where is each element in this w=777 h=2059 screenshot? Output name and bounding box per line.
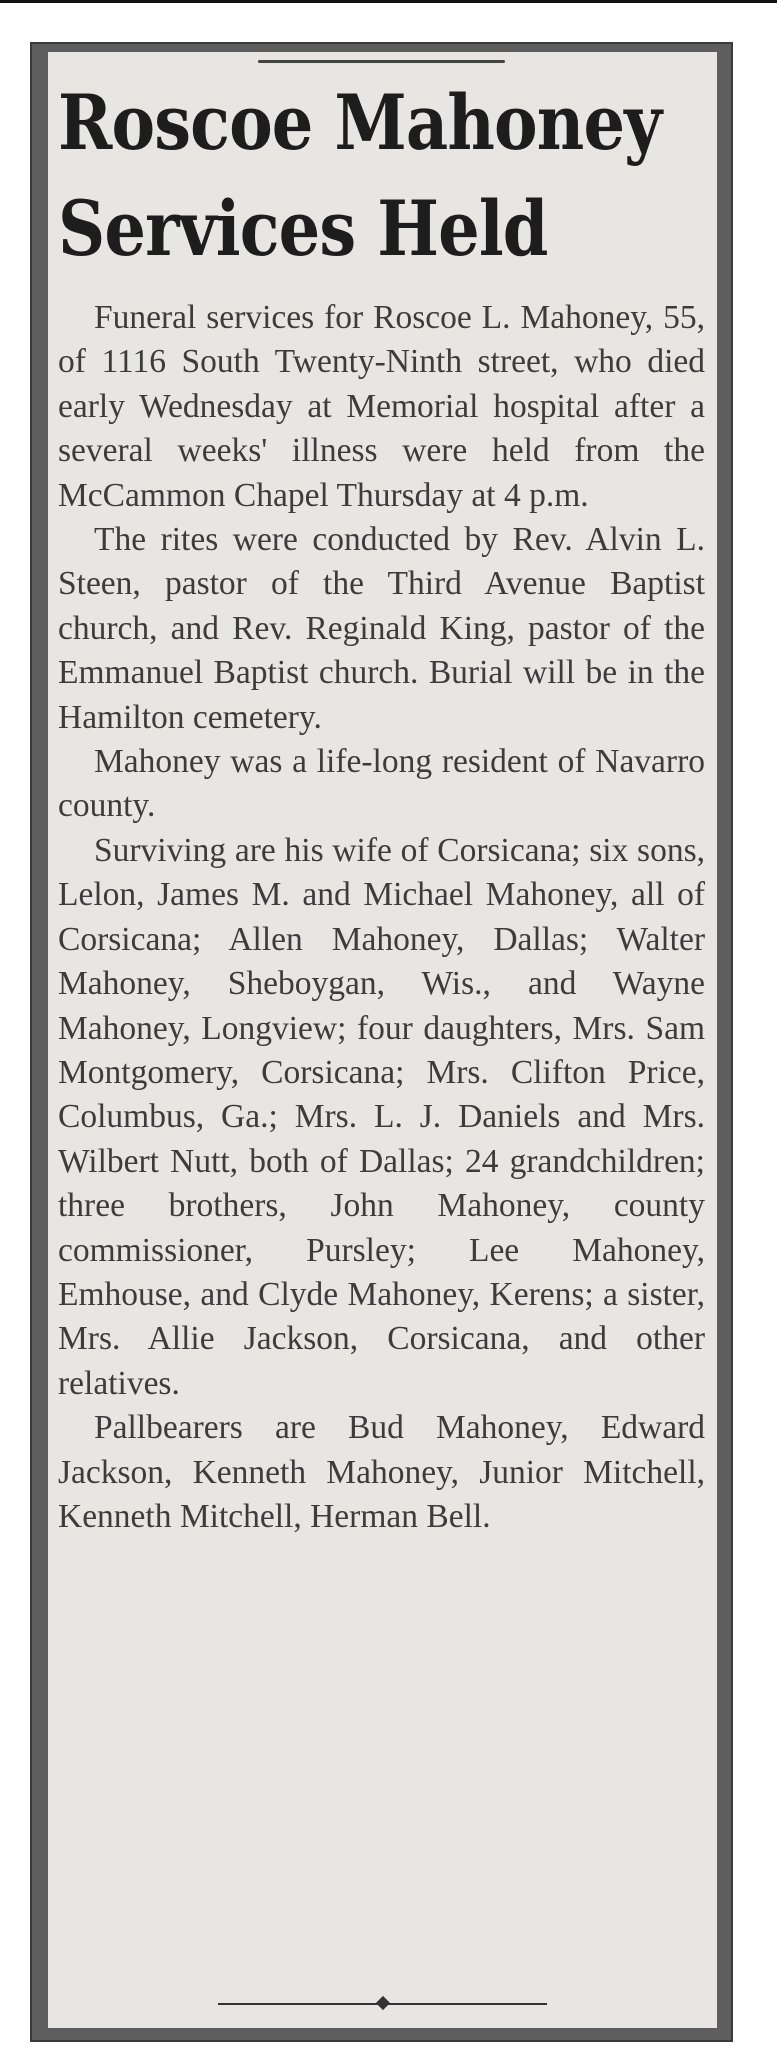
headline (58, 70, 705, 282)
paragraph-rites: The rites were conducted by Rev. Alvin L. Steen, pastor of the Third Avenue Baptist church, and Rev. Reginald King, pastor of the Emmanuel Baptist church. Burial will be in the Hamilton cemetery. (58, 521, 705, 736)
end-ornament (48, 1998, 717, 2010)
headline-line-2: Services Held (58, 184, 548, 273)
newspaper-clipping (48, 52, 717, 2028)
top-ornament (58, 56, 705, 70)
paragraph-funeral-services: Funeral services for Roscoe L. Mahoney, 55, of 1116 South Twenty-Ninth street, who died early Wednesday at Memorial hospital after a several weeks' illness were held from the McCammon Chapel Thursday at 4 p.m. (58, 299, 705, 514)
paragraph-pallbearers: Pallbearers are Bud Mahoney, Edward Jackson, Kenneth Mahoney, Junior Mitchell, Kenneth Mitchell, Herman Bell. (58, 1409, 705, 1535)
headline-line-1: Roscoe Mahoney (58, 78, 662, 167)
clipping-frame (30, 42, 733, 2042)
top-border-rule (0, 0, 777, 3)
article-body (58, 296, 705, 1539)
paragraph-survivors: Surviving are his wife of Corsicana; six sons, Lelon, James M. and Michael Mahoney, all of Corsicana; Allen Mahoney, Dallas; Walter Mahoney, Sheboygan, Wis., and Wayne Mahoney, Longview; four daughters, Mrs. Sam Montgomery, Corsicana; Mrs. Clifton Price, Columbus, Ga.; Mrs. L. J. Daniels and Mrs. Wilbert Nutt, both of Dallas; 24 grandchildren; three brothers, John Mahoney, county commissioner, Pursley; Lee Mahoney, Emhouse, and Clyde Mahoney, Kerens; a sister, Mrs. Allie Jackson, Corsicana, and other relatives. (58, 831, 705, 1402)
top-ornament-line (258, 60, 505, 63)
end-ornament-diamond (375, 1996, 389, 2010)
paragraph-resident: Mahoney was a life-long resident of Navarro county. (58, 743, 705, 825)
